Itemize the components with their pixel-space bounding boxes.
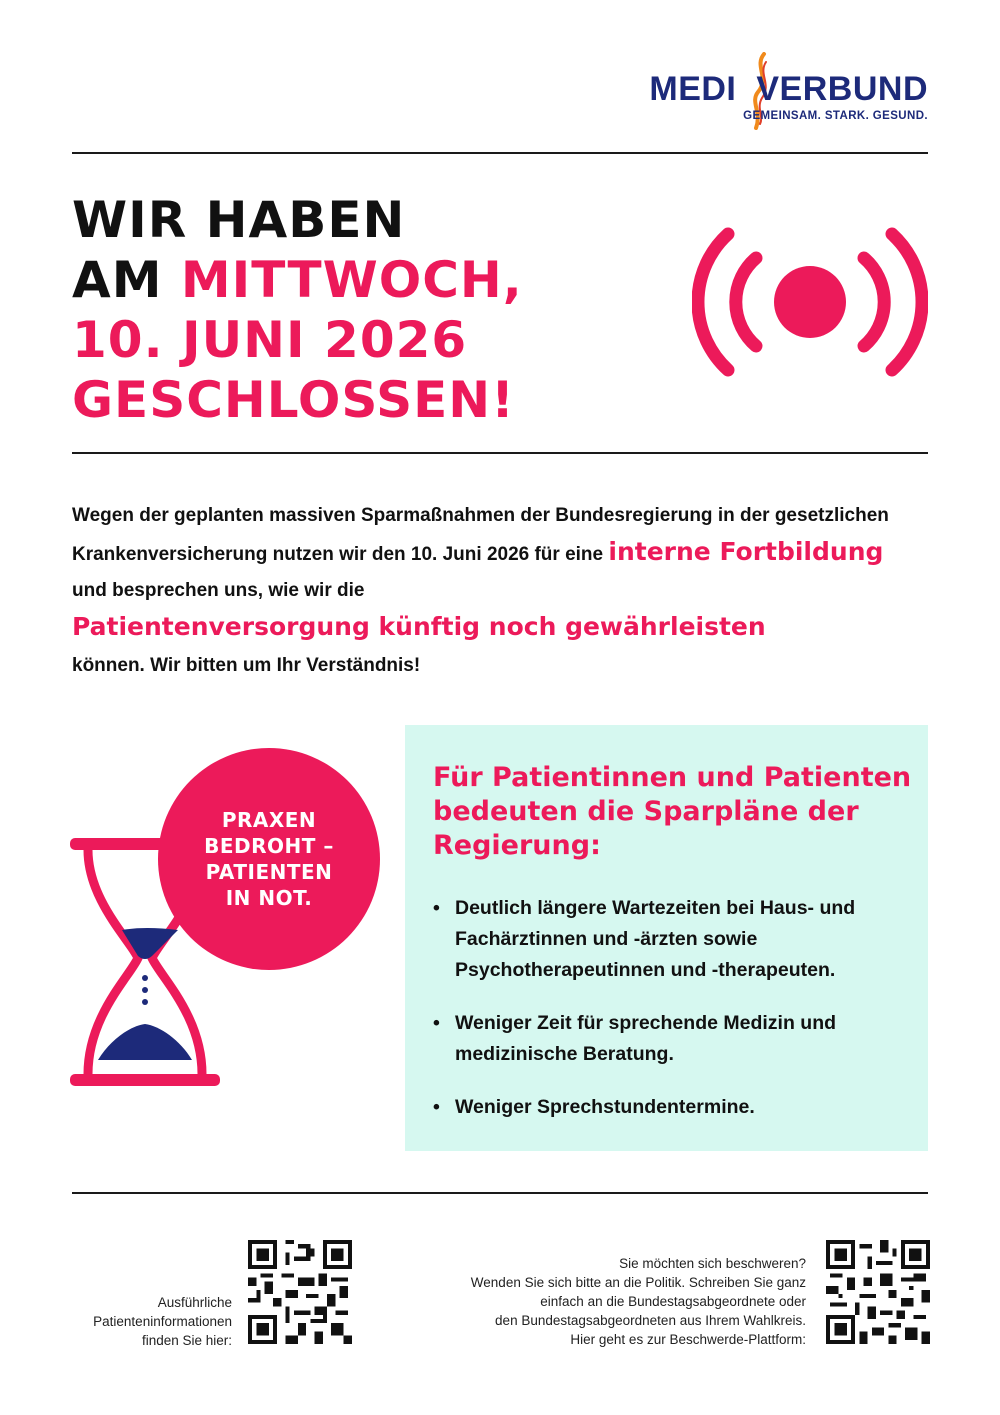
body-text-3: können. Wir bitten um Ihr Verständnis! — [72, 655, 421, 676]
bottom-divider — [72, 1192, 928, 1194]
list-item — [433, 893, 913, 986]
headline-line-1: WIR HABEN — [72, 191, 406, 249]
info-box-title: Für Patientinnen und Patienten bedeuten die Sparpläne der Regierung: — [433, 762, 912, 861]
headline-line-2-dark: AM — [72, 251, 181, 309]
broadcast-icon — [692, 226, 928, 378]
body-highlight-fortbildung: interne Fortbildung — [608, 537, 884, 566]
complaint-line-3: einfach an die Bundestagsabgeordnete oder — [540, 1294, 806, 1309]
bubble-line-2: BEDROHT – — [204, 834, 334, 858]
top-divider — [72, 152, 928, 154]
warning-bubble — [158, 748, 380, 970]
bubble-line-1: PRAXEN — [221, 808, 317, 832]
headline-line-2-pink: MITTWOCH, — [180, 251, 523, 309]
patient-info-text — [70, 1293, 232, 1350]
bubble-line-4: IN NOT. — [225, 886, 313, 910]
body-text-1: Wegen der geplanten massiven Sparmaßnahmen der Bundesregierung in der gesetzlichen Krankenversicherung nutzen wir den 10. Juni 2026 für eine — [72, 505, 889, 565]
list-item-text: Deutlich längere Wartezeiten bei Haus- und Fachärztinnen und -ärzten sowie Psychotherapeutinnen und -therapeuten. — [455, 897, 856, 981]
qr-code-icon[interactable] — [826, 1240, 930, 1344]
bullet-icon: • — [433, 1012, 440, 1034]
complaint-text — [420, 1254, 806, 1349]
list-item-text: Weniger Sprechstundentermine. — [455, 1096, 755, 1118]
body-text-2: und besprechen uns, wie wir die — [72, 580, 365, 601]
headline-line-3: 10. JUNI 2026 — [72, 311, 468, 369]
body-paragraph — [72, 498, 892, 684]
middle-divider — [72, 452, 928, 454]
info-box — [405, 725, 928, 1151]
logo-name-right: VERBUND — [756, 70, 928, 108]
bullet-icon: • — [433, 1096, 440, 1118]
patient-info-line-3: finden Sie hier: — [141, 1333, 232, 1348]
list-item — [433, 1008, 913, 1070]
warning-bubble-text — [184, 807, 354, 911]
patient-info-line-2: Patienteninformationen — [93, 1314, 232, 1329]
info-list — [433, 893, 913, 1145]
complaint-line-1: Sie möchten sich beschweren? — [619, 1256, 806, 1271]
headline-line-2 — [72, 250, 632, 310]
logo-tagline: GEMEINSAM. STARK. GESUND. — [743, 110, 928, 122]
logo-wordmark — [649, 70, 928, 109]
complaint-line-2: Wenden Sie sich bitte an die Politik. Schreiben Sie ganz — [470, 1275, 806, 1290]
complaint-line-4: den Bundestagsabgeordneten aus Ihrem Wahlkreis. — [495, 1313, 806, 1328]
complaint-line-5: Hier geht es zur Beschwerde-Plattform: — [570, 1332, 806, 1347]
qr-code-icon[interactable] — [248, 1240, 352, 1344]
logo-name-left: MEDI — [649, 70, 737, 108]
headline-line-4: GESCHLOSSEN! — [72, 371, 515, 429]
list-item-text: Weniger Zeit für sprechende Medizin und medizinische Beratung. — [455, 1012, 837, 1065]
bullet-icon: • — [433, 897, 440, 919]
bubble-line-3: PATIENTEN — [205, 860, 333, 884]
medi-verbund-logo — [649, 52, 928, 132]
patient-info-line-1: Ausführliche — [157, 1295, 232, 1310]
headline — [72, 190, 632, 430]
body-highlight-versorgung: Patientenversorgung künftig noch gewährleisten — [72, 612, 766, 641]
list-item — [433, 1092, 913, 1123]
